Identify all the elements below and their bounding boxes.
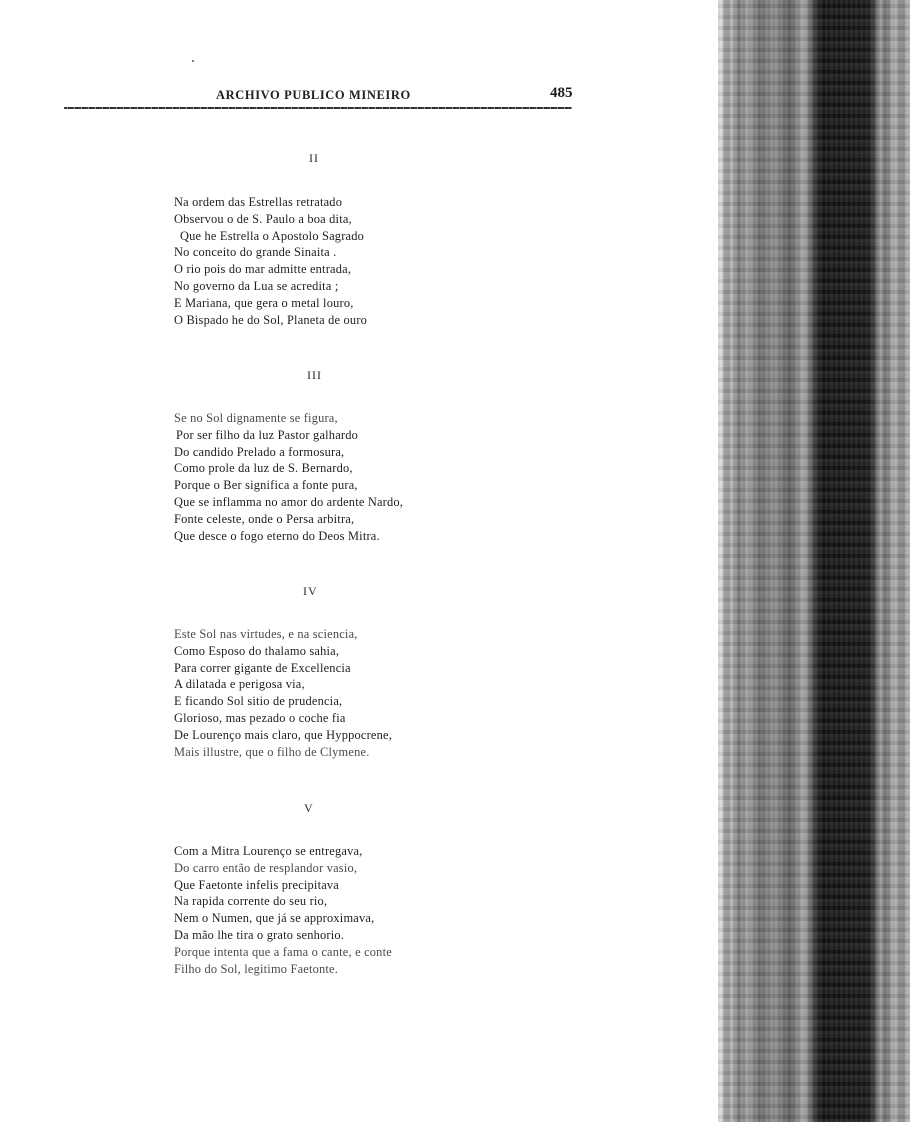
verse-line: Na ordem das Estrellas retratado [174,195,343,209]
verse-line: Nem o Numen, que já se approximava, [174,911,375,926]
verse-line: Por ser filho da luz Pastor galhardo [176,427,359,442]
verse-line: Porque intenta que a fama o cante, e conte [174,944,392,959]
stanza-v [174,843,474,977]
stanza-iii [174,410,474,544]
verse-line: Como Esposo do thalamo sahia, [174,643,340,658]
verse-line: Se no Sol dignamente se figura, [174,411,338,425]
stanza-iv [174,626,474,760]
verse-line: Que se inflamma no amor do ardente Nardo, [174,494,404,509]
verse-line: No governo da Lua se acredita ; [174,278,339,293]
verse-line: Glorioso, mas pezado o coche fia [174,710,346,725]
verse-line: Da mão lhe tira o grato senhorio. [174,927,345,942]
stanza-numeral-v: V [304,801,314,815]
verse-line: De Lourenço mais claro, que Hyppocrene, [174,727,393,742]
speck [192,60,194,62]
verse-line: Do carro então de resplandor vasio, [174,860,358,875]
header-rule [64,107,572,109]
stanza-numeral-iv: IV [303,584,318,598]
verse-line: Na rapida corrente do seu rio, [174,894,328,909]
running-head: ARCHIVO PUBLICO MINEIRO [216,88,411,102]
scan-noise-overlay [718,0,910,1122]
stanza-numeral-ii: II [309,151,319,165]
verse-line: Como prole da luz de S. Bernardo, [174,461,353,476]
verse-line: Que Faetonte infelis precipitava [174,877,340,892]
verse-line: Do candido Prelado a formosura, [174,444,345,459]
verse-line: A dilatada e perigosa via, [174,677,305,692]
verse-line: Observou o de S. Paulo a boa dita, [174,211,352,226]
verse-line: Porque o Ber significa a fonte pura, [174,478,358,493]
verse-line: Fonte celeste, onde o Persa arbitra, [174,511,355,526]
verse-line: Que he Estrella o Apostolo Sagrado [180,228,365,243]
page-number: 485 [550,85,573,101]
verse-line: O rio pois do mar admitte entrada, [174,262,352,277]
verse-line: Mais illustre, que o filho de Clymene. [174,744,370,759]
stanza-numeral-iii: III [307,368,322,382]
verse-line: No conceito do grande Sinaita . [174,245,337,260]
verse-line: O Bispado he do Sol, Planeta de ouro [174,312,368,327]
verse-line: Com a Mitra Lourenço se entregava, [174,844,363,858]
verse-line: Que desce o fogo eterno do Deos Mitra. [174,528,380,543]
verse-line: E ficando Sol sitio de prudencia, [174,694,343,709]
stanza-ii [174,194,474,328]
page-header [64,86,572,108]
verse-line: Para correr gigante de Excellencia [174,660,351,675]
verse-line: Filho do Sol, legitimo Faetonte. [174,961,339,976]
verse-line: E Mariana, que gera o metal louro, [174,295,354,310]
verse-line: Este Sol nas virtudes, e na sciencia, [174,627,358,641]
